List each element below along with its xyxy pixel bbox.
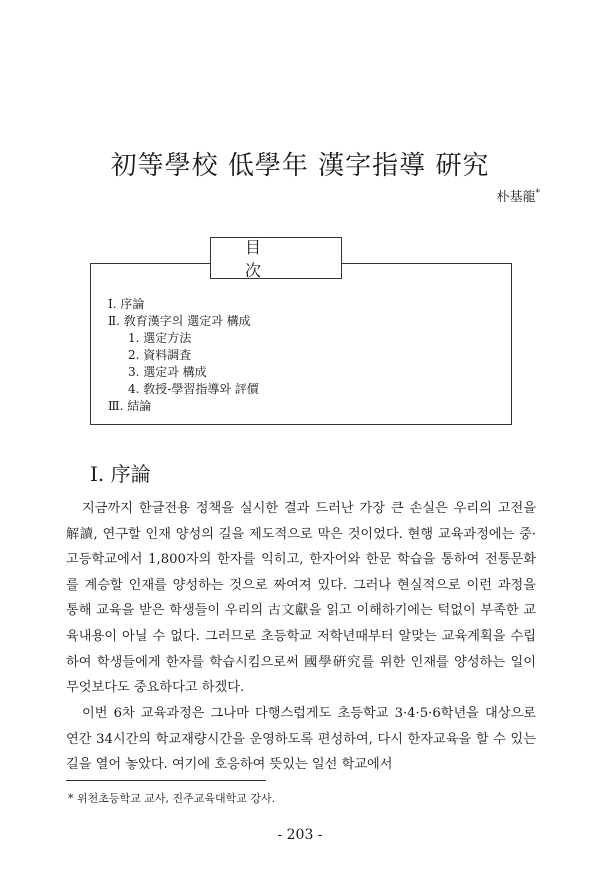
footnote-rule xyxy=(66,780,266,781)
toc-item: Ⅰ. 序論 xyxy=(108,297,145,311)
toc-heading: 目次 xyxy=(210,237,342,279)
paper-title: 初等學校 低學年 漢字指導 硏究 xyxy=(110,151,490,182)
body-paragraph-2: 이번 6차 교육과정은 그나마 다행스럽게도 초등학교 3·4·5·6학년을 대상으로 연간 34시간의 학교재량시간을 운영하도록 편성하여, 다시 한자교육을 할 수 있는 길을 열어 놓았다. 여기에 호응하여 뜻있는 일선 학교에서 xyxy=(66,706,536,773)
page-number: - 203 - xyxy=(277,827,323,843)
section-heading-introduction: Ⅰ. 序論 xyxy=(90,462,151,486)
toc-item: 4. 敎授-學習指導와 評價 xyxy=(128,382,259,396)
author-name xyxy=(496,186,540,205)
footnote: * 위천초등학교 교사, 진주교육대학교 강사. xyxy=(68,792,276,805)
author-name-text: 朴基龍 xyxy=(496,190,536,205)
toc-item: 3. 選定과 構成 xyxy=(128,365,207,379)
toc-item: 1. 選定方法 xyxy=(128,331,192,345)
body-paragraph-1: 지금까지 한글전용 정책을 실시한 결과 드러난 가장 큰 손실은 우리의 고전을 解讀, 연구할 인재 양성의 길을 제도적으로 막은 것이었다. 현행 교육과정에는 중·고등학교에서 1,800자의 한자를 익히고, 한자어와 한문 학습을 통하여 전통문화를 계승할 인재를 양성하는 것으로 짜여져 있다. 그러나 현실적으로 이런 과정을 통해 교육을 받은 학생들이 우리의 古文獻을 읽고 이해하기에는 턱없이 부족한 교육내용이 아닐 수 없다. 그러므로 초등학교 저학년때부터 알맞는 교육계획을 수립하여 학생들에게 한자를 학습시킴으로써 國學硏究를 위한 인재를 양성하는 일이 무엇보다도 중요하다고 하겠다. xyxy=(66,501,536,696)
toc-item: Ⅲ. 結論 xyxy=(108,399,152,413)
toc-list xyxy=(108,296,259,415)
toc-item: 2. 資料調査 xyxy=(128,348,192,362)
toc-item: Ⅱ. 敎育漢字의 選定과 構成 xyxy=(108,314,251,328)
author-footnote-mark: * xyxy=(535,188,540,199)
